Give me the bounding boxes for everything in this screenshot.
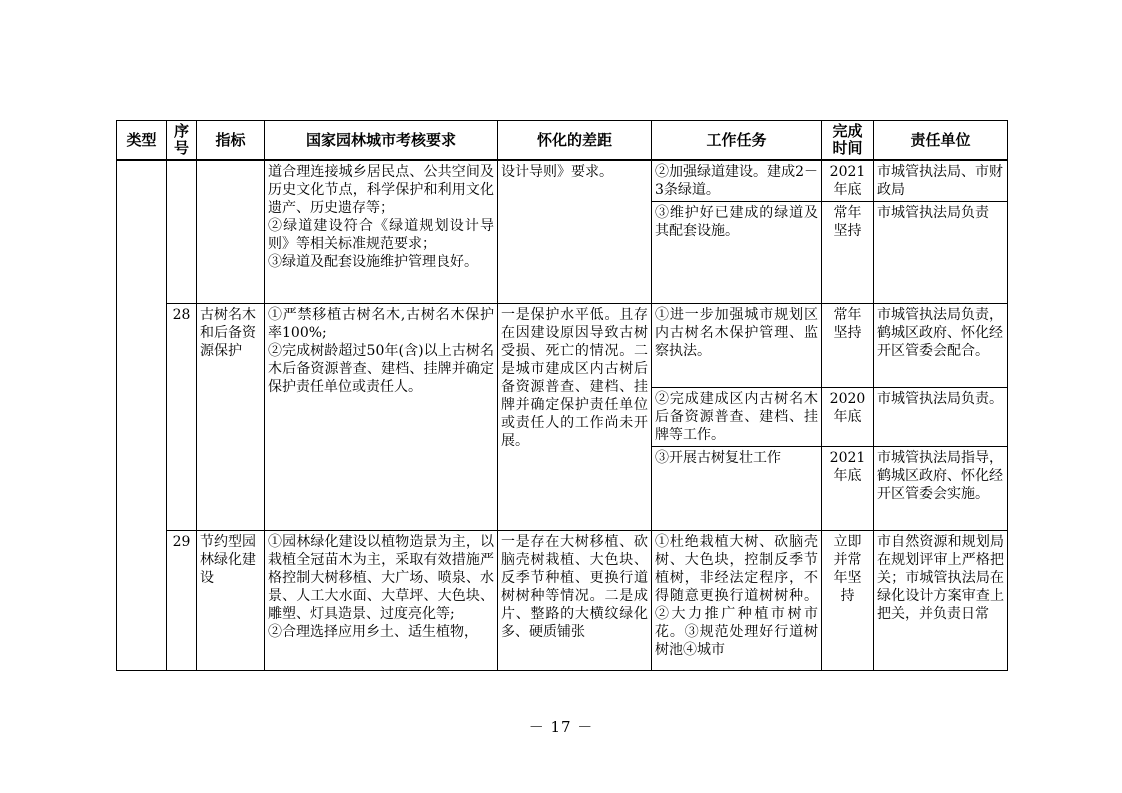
unit-cell: 市城管执法局负责。 xyxy=(874,388,1008,447)
time-cell: 2020 年底 xyxy=(822,388,874,447)
header-requirement: 国家园林城市考核要求 xyxy=(265,121,498,161)
type-cell xyxy=(117,160,167,671)
gap-cell: 设计导则》要求。 xyxy=(498,160,652,304)
unit-cell: 市城管执法局负责，鹤城区政府、怀化经开区管委会配合。 xyxy=(874,304,1008,388)
requirement-cell: 道合理连接城乡居民点、公共空间及历史文化节点，科学保护和利用文化遗产、历史遗存等； ②绿道建设符合《绿道规划设计导则》等相关标准规范要求； ③绿道及配套设施维护管理良好。 xyxy=(265,160,498,304)
task-cell: ②完成建成区内古树名木后备资源普查、建档、挂牌等工作。 xyxy=(652,388,822,447)
header-seq: 序 号 xyxy=(167,121,197,161)
requirement-cell: ①园林绿化建设以植物造景为主，以栽植全冠苗木为主，采取有效措施严格控制大树移植、大广场、喷泉、水景、人工大水面、大草坪、大色块、雕塑、灯具造景、过度亮化等; ②合理选择应用乡土、适生植物， xyxy=(265,531,498,671)
unit-cell: 市城管执法局、市财政局 xyxy=(874,160,1008,202)
header-type: 类型 xyxy=(117,121,167,161)
table-header-row xyxy=(117,121,1008,161)
time-cell: 2021 年底 xyxy=(822,447,874,531)
page-number: － 17 － xyxy=(528,718,594,736)
seq-cell: 29 xyxy=(167,531,197,671)
unit-cell: 市城管执法局负责 xyxy=(874,202,1008,304)
gap-cell: 一是保护水平低。且存在因建设原因导致古树受损、死亡的情况。二是城市建成区内古树后备资源普查、建档、挂牌并确定保护责任单位或责任人的工作尚未开展。 xyxy=(498,304,652,531)
task-cell: ①进一步加强城市规划区内古树名木保护管理、监察执法。 xyxy=(652,304,822,388)
time-cell: 常年 坚持 xyxy=(822,202,874,304)
gap-cell: 一是存在大树移植、砍脑壳树栽植、大色块、反季节种植、更换行道树树种等情况。二是成片、整路的大横纹绿化多、硬质铺张 xyxy=(498,531,652,671)
table-row xyxy=(117,531,1008,671)
assessment-table xyxy=(116,120,1008,671)
unit-cell: 市自然资源和规划局在规划评审上严格把关；市城管执法局在绿化设计方案审查上把关，并负责日常 xyxy=(874,531,1008,671)
task-cell: ①杜绝栽植大树、砍脑壳树、大色块，控制反季节植树，非经法定程序，不得随意更换行道树树种。②大力推广种植市树市花。③规范处理好行道树树池④城市 xyxy=(652,531,822,671)
header-task: 工作任务 xyxy=(652,121,822,161)
indicator-cell: 古树名木和后备资源保护 xyxy=(197,304,265,531)
seq-cell: 28 xyxy=(167,304,197,531)
table-row xyxy=(117,304,1008,388)
header-time: 完成 时间 xyxy=(822,121,874,161)
indicator-cell xyxy=(197,160,265,304)
time-cell: 常年 坚持 xyxy=(822,304,874,388)
requirement-cell: ①严禁移植古树名木,古树名木保护率100%; ②完成树龄超过50年(含)以上古树名木后备资源普查、建档、挂牌并确定保护责任单位或责任人。 xyxy=(265,304,498,531)
task-cell: ③维护好已建成的绿道及其配套设施。 xyxy=(652,202,822,304)
seq-cell xyxy=(167,160,197,304)
time-cell: 立即 并常 年坚 持 xyxy=(822,531,874,671)
unit-cell: 市城管执法局指导，鹤城区政府、怀化经开区管委会实施。 xyxy=(874,447,1008,531)
header-indicator: 指标 xyxy=(197,121,265,161)
task-cell: ③开展古树复壮工作 xyxy=(652,447,822,531)
header-gap: 怀化的差距 xyxy=(498,121,652,161)
task-cell: ②加强绿道建设。建成2－3条绿道。 xyxy=(652,160,822,202)
time-cell: 2021 年底 xyxy=(822,160,874,202)
header-unit: 责任单位 xyxy=(874,121,1008,161)
table-row xyxy=(117,160,1008,202)
indicator-cell: 节约型园林绿化建设 xyxy=(197,531,265,671)
